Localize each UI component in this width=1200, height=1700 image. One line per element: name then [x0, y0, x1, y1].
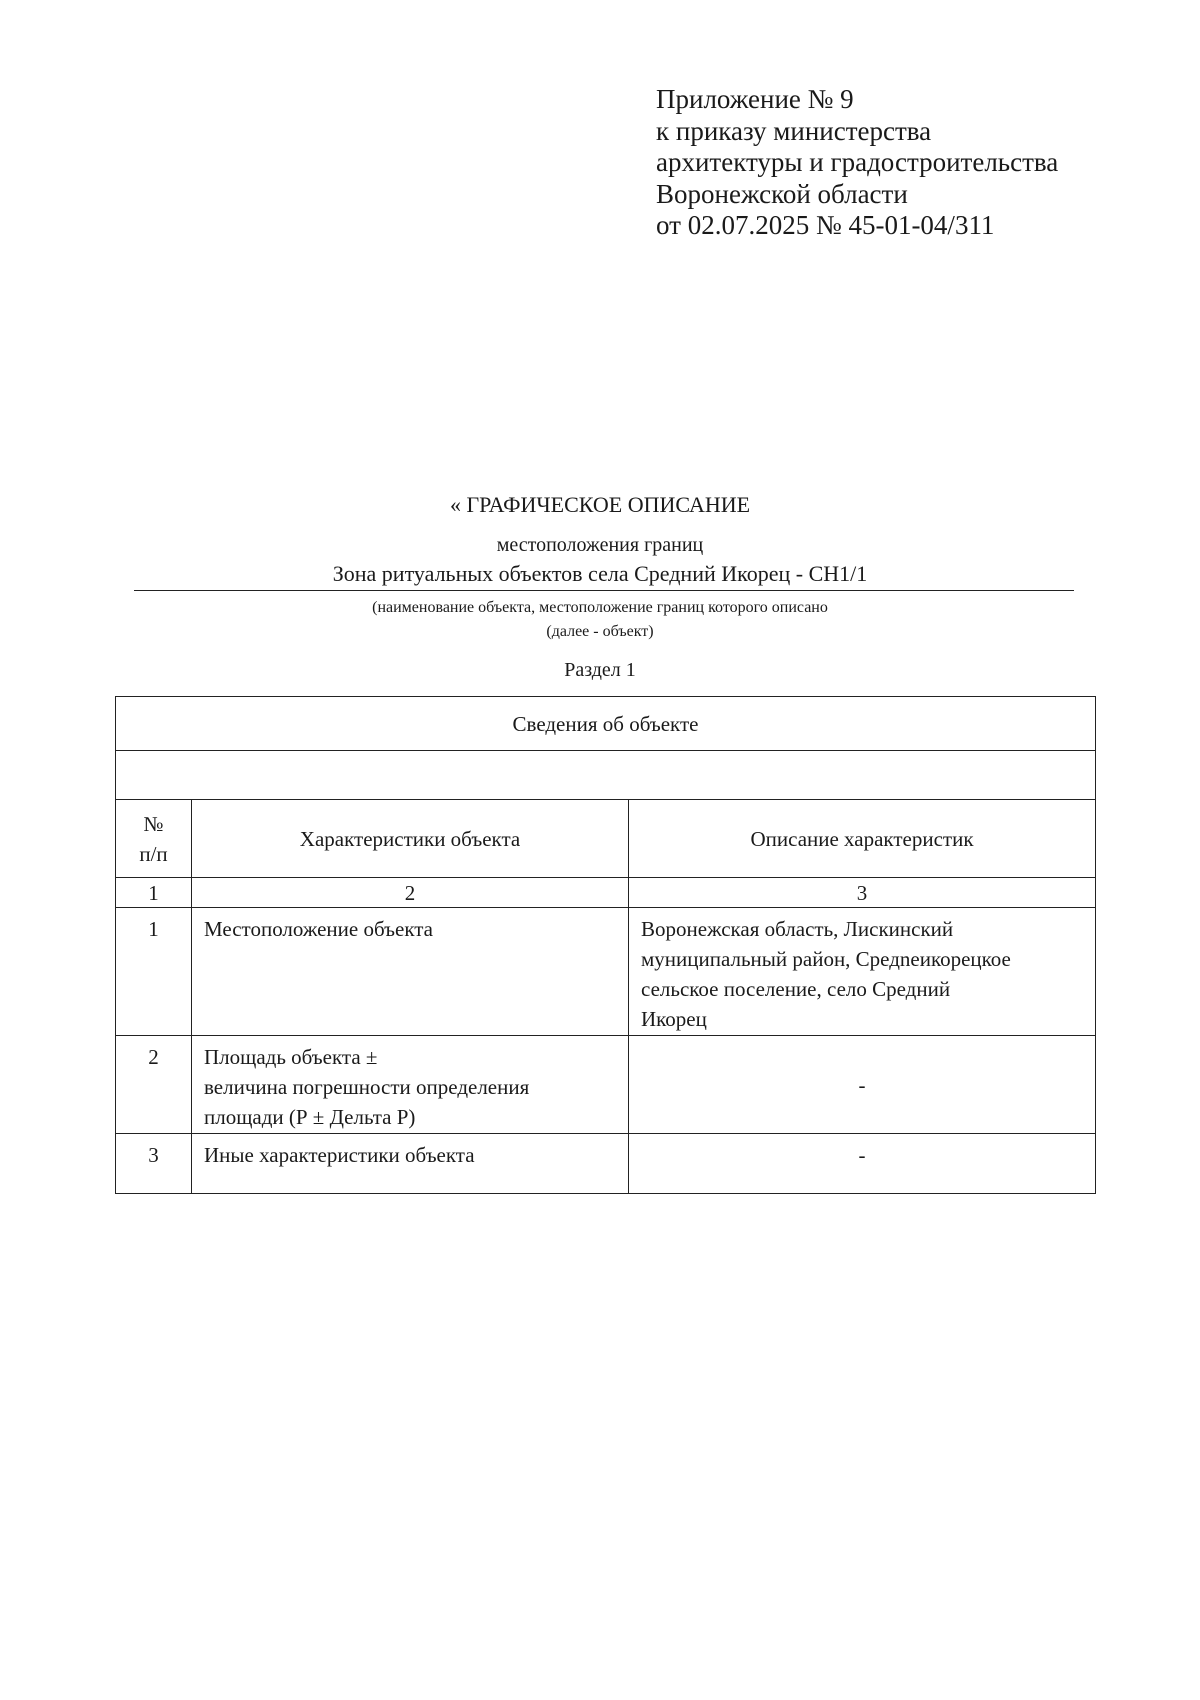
table-row [116, 908, 1096, 1036]
row-num: 2 [116, 1036, 192, 1134]
column-number: 3 [629, 878, 1096, 908]
header-num-cell [116, 800, 192, 878]
appendix-line: к приказу министерства [656, 115, 932, 146]
appendix-line: архитектуры и градостроительства [656, 147, 1059, 177]
header-characteristic-cell: Характеристики объекта [192, 800, 629, 878]
row-description [629, 908, 1096, 1036]
row-description-line: муниципальный район, Средneикорецкое [641, 947, 1011, 971]
document-subtitle: местоположения границ [496, 534, 704, 556]
table-caption-row [116, 697, 1096, 751]
table-empty-cell [116, 751, 1096, 800]
row-description: - [629, 1036, 1096, 1134]
object-name: Зона ритуальных объектов села Средний Икорец - СН1/1 [332, 561, 868, 586]
section-label: Раздел 1 [564, 659, 636, 681]
column-number: 1 [116, 878, 192, 908]
appendix-line: Воронежской области [656, 178, 908, 209]
row-characteristic [192, 908, 629, 1036]
row-characteristic-line: Местоположение объекта [204, 917, 434, 941]
table-empty-row [116, 751, 1096, 800]
table-row [116, 1036, 1096, 1134]
document-title: « ГРАФИЧЕСКОЕ ОПИСАНИЕ [449, 492, 751, 517]
row-description-line: Воронежская область, Лискинский [641, 917, 954, 941]
appendix-line: от 02.07.2025 № 45-01-04/311 [656, 210, 995, 240]
row-description-line: сельское поселение, село Средний [641, 977, 951, 1001]
row-characteristic [192, 1134, 629, 1194]
row-characteristic-line: площади (Р ± Дельта Р) [204, 1105, 416, 1129]
column-numbers-row [116, 878, 1096, 908]
column-number: 2 [192, 878, 629, 908]
object-name-note [0, 596, 1200, 644]
object-info-table [115, 696, 1096, 1194]
note-line: (далее - объект) [546, 623, 654, 640]
header-description-cell: Описание характеристик [629, 800, 1096, 878]
row-characteristic [192, 1036, 629, 1134]
header-num-line: № [143, 811, 164, 836]
row-description-line: Икорец [641, 1007, 707, 1031]
row-characteristic-line: Площадь объекта ± [204, 1045, 378, 1069]
appendix-line: Приложение № 9 [656, 84, 854, 114]
appendix-block [656, 84, 1156, 242]
row-num: 3 [116, 1134, 192, 1194]
table-caption: Сведения об объекте [116, 697, 1096, 751]
row-description: - [629, 1134, 1096, 1194]
note-line: (наименование объекта, местоположение границ которого описано [372, 599, 828, 616]
table-row [116, 1134, 1096, 1194]
row-num: 1 [116, 908, 192, 1036]
row-characteristic-line: величина погрешности определения [204, 1075, 530, 1099]
row-characteristic-line: Иные характеристики объекта [204, 1143, 475, 1167]
object-name-underline [134, 590, 1074, 591]
table-header-row [116, 800, 1096, 878]
header-num-line: п/п [139, 841, 168, 866]
